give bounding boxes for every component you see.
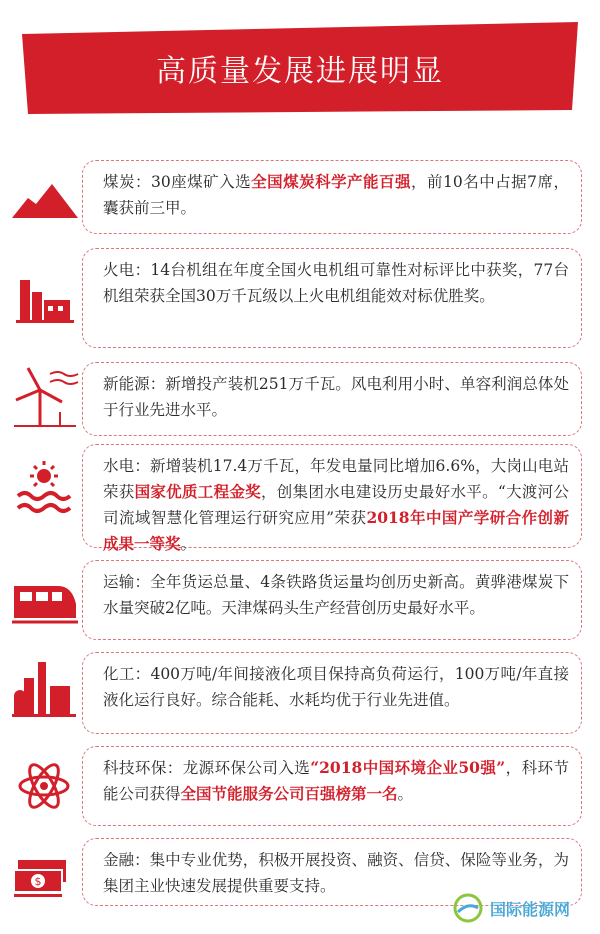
train-icon [10,580,80,644]
item-card: 新能源：新增投产装机251万千瓦。风电利用小时、单容利润总体处于行业先进水平。 [82,362,582,436]
item-card: 煤炭：30座煤矿入选全国煤炭科学产能百强，前10名中占据7席，囊获前三甲。 [82,160,582,234]
atom-icon [10,760,80,824]
page-title: 高质量发展进展明显 [156,54,444,89]
globe-logo-icon [452,892,484,924]
money-icon [10,856,80,920]
watermark [452,888,592,928]
watermark-text: 国际能源网 [490,899,571,919]
item-card: 化工：400万吨/年间接液化项目保持高负荷运行，100万吨/年直接液化运行良好。综合能耗、水耗均优于行业先进值。 [82,652,582,734]
item-card: 运输：全年货运总量、4条铁路货运量均创历史新高。黄骅港煤炭下水量突破2亿吨。天津煤码头生产经营创历史最好水平。 [82,560,582,640]
chemical-plant-icon [10,658,80,722]
title-banner [22,22,578,114]
mountain-icon [10,180,80,244]
item-card: 金融：集中专业优势，积极开展投资、融资、信贷、保险等业务，为集团主业快速发展提供重要支持。 [82,838,582,906]
hydro-icon [10,460,80,524]
item-card: 科技环保：龙源环保公司入选“2018中国环境企业50强”，科环节能公司获得全国节能服务公司百强榜第一名。 [82,746,582,826]
item-card: 火电：14台机组在年度全国火电机组可靠性对标评比中获奖，77台机组荣获全国30万千瓦级以上火电机组能效对标优胜奖。 [82,248,582,348]
svg-text:$: $ [34,875,42,888]
wind-turbine-icon [10,364,80,428]
item-card: 水电：新增装机17.4万千瓦，年发电量同比增加6.6%，大岗山电站荣获国家优质工程金奖，创集团水电建设历史最好水平。“大渡河公司流域智慧化管理运行研究应用”荣获2018年中国产学研合作创新成果一等奖。 [82,444,582,548]
power-plant-icon [10,274,80,338]
